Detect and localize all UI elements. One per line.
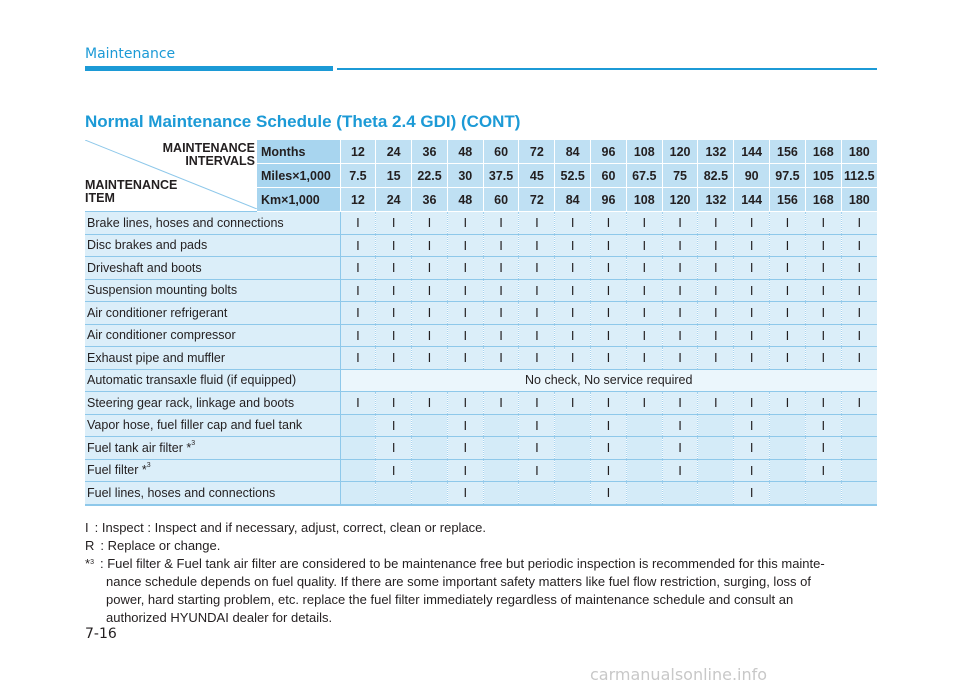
- schedule-cell: I: [447, 482, 483, 505]
- schedule-cell: [340, 414, 376, 437]
- schedule-cell: I: [412, 257, 448, 280]
- schedule-cell: I: [555, 392, 591, 415]
- schedule-cell: I: [734, 414, 770, 437]
- schedule-cell: I: [591, 324, 627, 347]
- schedule-cell: [841, 414, 877, 437]
- schedule-cell: [555, 414, 591, 437]
- table-row: [85, 414, 877, 437]
- schedule-cell: I: [555, 257, 591, 280]
- schedule-cell: I: [447, 257, 483, 280]
- schedule-cell: I: [555, 212, 591, 235]
- interval-value: 96: [591, 188, 627, 212]
- schedule-cell: [626, 437, 662, 460]
- interval-unit-label: Miles×1,000: [257, 164, 340, 188]
- schedule-cell: I: [591, 279, 627, 302]
- schedule-cell: I: [734, 392, 770, 415]
- table-row: [85, 347, 877, 370]
- schedule-cell: I: [340, 392, 376, 415]
- legend-note: [85, 555, 885, 573]
- table-row: [85, 212, 877, 235]
- page-number: 7-16: [85, 626, 117, 642]
- schedule-cell: I: [662, 324, 698, 347]
- interval-value: 84: [555, 140, 591, 164]
- table-row: [85, 302, 877, 325]
- table-row: [85, 482, 877, 505]
- schedule-cell: [555, 482, 591, 505]
- schedule-cell: I: [412, 234, 448, 257]
- interval-value: 108: [626, 140, 662, 164]
- schedule-cell: [662, 482, 698, 505]
- schedule-cell: I: [591, 414, 627, 437]
- schedule-cell: I: [734, 347, 770, 370]
- schedule-cell: I: [591, 437, 627, 460]
- schedule-cell: I: [483, 324, 519, 347]
- legend-key: R: [85, 538, 95, 553]
- schedule-cell: I: [340, 324, 376, 347]
- interval-value: 105: [805, 164, 841, 188]
- schedule-cell: [698, 482, 734, 505]
- schedule-cell: I: [841, 392, 877, 415]
- schedule-cell: [483, 414, 519, 437]
- schedule-cell: I: [412, 324, 448, 347]
- schedule-cell: I: [447, 324, 483, 347]
- schedule-cell: I: [734, 482, 770, 505]
- schedule-cell: I: [412, 212, 448, 235]
- interval-value: 82.5: [698, 164, 734, 188]
- schedule-cell: I: [805, 302, 841, 325]
- table-row: [85, 392, 877, 415]
- schedule-cell: I: [555, 234, 591, 257]
- schedule-cell: I: [805, 414, 841, 437]
- interval-value: 156: [770, 188, 806, 212]
- table-row: [85, 257, 877, 280]
- maintenance-item-label: Fuel tank air filter *$^3$: [85, 437, 340, 460]
- schedule-cell: I: [447, 212, 483, 235]
- schedule-cell: I: [591, 257, 627, 280]
- schedule-cell: I: [770, 302, 806, 325]
- schedule-cell: I: [770, 257, 806, 280]
- schedule-cell: [626, 414, 662, 437]
- schedule-cell: I: [447, 279, 483, 302]
- schedule-cell: I: [519, 347, 555, 370]
- interval-value: 12: [340, 188, 376, 212]
- schedule-cell: I: [805, 279, 841, 302]
- schedule-cell: I: [841, 347, 877, 370]
- schedule-cell: I: [626, 324, 662, 347]
- interval-value: 156: [770, 140, 806, 164]
- schedule-cell: [555, 437, 591, 460]
- legend-text: : Fuel filter & Fuel tank air filter are considered to be maintenance free but periodic inspection is recommended for this mainte-: [99, 556, 825, 571]
- schedule-cell: I: [698, 324, 734, 347]
- table-row: [85, 324, 877, 347]
- interval-value: 48: [447, 140, 483, 164]
- schedule-cell: I: [662, 414, 698, 437]
- schedule-cell: I: [662, 437, 698, 460]
- header-rule-thick: [85, 66, 333, 71]
- interval-value: 97.5: [770, 164, 806, 188]
- schedule-cell: I: [376, 324, 412, 347]
- schedule-cell: I: [519, 437, 555, 460]
- schedule-cell: I: [662, 234, 698, 257]
- interval-value: 132: [698, 140, 734, 164]
- schedule-cell: I: [591, 347, 627, 370]
- schedule-cell: I: [591, 482, 627, 505]
- interval-value: 48: [447, 188, 483, 212]
- interval-value: 60: [483, 188, 519, 212]
- schedule-cell: I: [483, 347, 519, 370]
- schedule-cell: I: [841, 324, 877, 347]
- interval-value: 36: [412, 188, 448, 212]
- table-row: [85, 234, 877, 257]
- schedule-cell: I: [698, 212, 734, 235]
- schedule-cell: I: [483, 279, 519, 302]
- schedule-cell: I: [376, 392, 412, 415]
- schedule-cell: I: [841, 257, 877, 280]
- interval-value: 72: [519, 140, 555, 164]
- schedule-cell: I: [805, 257, 841, 280]
- corner-item-label: MAINTENANCE ITEM: [85, 178, 178, 205]
- schedule-cell: I: [734, 212, 770, 235]
- interval-unit-label: Months: [257, 140, 340, 164]
- maintenance-item-label: Air conditioner refrigerant: [85, 302, 340, 325]
- schedule-cell: [805, 482, 841, 505]
- interval-value: 37.5: [483, 164, 519, 188]
- schedule-cell: I: [447, 437, 483, 460]
- schedule-cell: [698, 414, 734, 437]
- interval-value: 24: [376, 140, 412, 164]
- legend-note: [85, 519, 885, 537]
- corner-intervals-label: MAINTENANCE INTERVALS: [162, 141, 255, 168]
- maintenance-item-label: Steering gear rack, linkage and boots: [85, 392, 340, 415]
- schedule-cell: I: [412, 347, 448, 370]
- footnote-marker: 3: [191, 439, 196, 447]
- section-label: Maintenance: [85, 46, 176, 62]
- schedule-cell: I: [698, 392, 734, 415]
- schedule-cell: I: [340, 279, 376, 302]
- schedule-cell: I: [591, 459, 627, 482]
- schedule-cell: I: [340, 257, 376, 280]
- schedule-cell: [770, 482, 806, 505]
- schedule-cell: [376, 482, 412, 505]
- schedule-cell: [841, 437, 877, 460]
- legend-key: *: [85, 556, 91, 571]
- schedule-cell: [340, 459, 376, 482]
- maintenance-item-label: Air conditioner compressor: [85, 324, 340, 347]
- interval-value: 112.5: [841, 164, 877, 188]
- table-row: [85, 279, 877, 302]
- legend-text-continuation: authorized HYUNDAI dealer for details.: [106, 610, 333, 625]
- maintenance-schedule-table: [85, 140, 877, 506]
- maintenance-item-label: Automatic transaxle fluid (if equipped): [85, 369, 340, 392]
- interval-value: 144: [734, 188, 770, 212]
- schedule-cell: I: [591, 302, 627, 325]
- schedule-cell: I: [483, 392, 519, 415]
- schedule-cell: I: [376, 437, 412, 460]
- schedule-cell: I: [662, 347, 698, 370]
- schedule-cell: I: [734, 459, 770, 482]
- schedule-cell: I: [805, 324, 841, 347]
- interval-row: [85, 140, 877, 164]
- schedule-cell: [412, 437, 448, 460]
- schedule-cell: I: [519, 392, 555, 415]
- interval-value: 84: [555, 188, 591, 212]
- schedule-cell: I: [734, 324, 770, 347]
- schedule-cell: I: [340, 302, 376, 325]
- schedule-cell: I: [447, 302, 483, 325]
- schedule-cell: I: [841, 212, 877, 235]
- maintenance-item-label: Brake lines, hoses and connections: [85, 212, 340, 235]
- interval-value: 144: [734, 140, 770, 164]
- schedule-cell: I: [447, 234, 483, 257]
- interval-value: 22.5: [412, 164, 448, 188]
- legend-text: : Replace or change.: [100, 538, 221, 553]
- schedule-cell: I: [376, 212, 412, 235]
- schedule-cell: I: [805, 212, 841, 235]
- interval-value: 12: [340, 140, 376, 164]
- schedule-cell: [626, 459, 662, 482]
- interval-value: 75: [662, 164, 698, 188]
- interval-value: 120: [662, 140, 698, 164]
- schedule-cell: I: [591, 392, 627, 415]
- schedule-cell: I: [662, 392, 698, 415]
- schedule-cell: I: [555, 302, 591, 325]
- legend-note: [85, 537, 885, 555]
- schedule-cell: I: [376, 257, 412, 280]
- schedule-cell: I: [555, 347, 591, 370]
- schedule-cell: [626, 482, 662, 505]
- schedule-cell: I: [626, 212, 662, 235]
- maintenance-item-label: Vapor hose, fuel filler cap and fuel tank: [85, 414, 340, 437]
- maintenance-item-label: Disc brakes and pads: [85, 234, 340, 257]
- interval-value: 72: [519, 188, 555, 212]
- legend-text: : Inspect : Inspect and if necessary, adjust, correct, clean or replace.: [94, 520, 487, 535]
- schedule-cell: [519, 482, 555, 505]
- schedule-cell: I: [412, 392, 448, 415]
- schedule-cell: I: [734, 302, 770, 325]
- interval-value: 90: [734, 164, 770, 188]
- interval-value: 132: [698, 188, 734, 212]
- legend-text-continuation: nance schedule depends on fuel quality. If there are some important safety matters like fuel flow restriction, surging, loss of: [106, 574, 812, 589]
- interval-value: 30: [447, 164, 483, 188]
- schedule-cell: I: [841, 234, 877, 257]
- table-row: [85, 369, 877, 392]
- interval-value: 168: [805, 188, 841, 212]
- schedule-cell: I: [805, 459, 841, 482]
- interval-value: 120: [662, 188, 698, 212]
- schedule-cell: I: [555, 324, 591, 347]
- interval-unit-label: Km×1,000: [257, 188, 340, 212]
- schedule-cell: [770, 437, 806, 460]
- schedule-cell: I: [340, 212, 376, 235]
- schedule-cell: [412, 459, 448, 482]
- schedule-cell: [698, 437, 734, 460]
- schedule-cell: [770, 459, 806, 482]
- schedule-cell: [841, 459, 877, 482]
- schedule-cell: I: [555, 279, 591, 302]
- schedule-cell: I: [483, 257, 519, 280]
- schedule-cell: I: [841, 279, 877, 302]
- schedule-cell: I: [591, 234, 627, 257]
- schedule-cell: I: [519, 257, 555, 280]
- schedule-cell: I: [376, 347, 412, 370]
- schedule-cell: [483, 459, 519, 482]
- schedule-cell: I: [626, 347, 662, 370]
- schedule-cell: I: [340, 234, 376, 257]
- interval-value: 24: [376, 188, 412, 212]
- interval-value: 15: [376, 164, 412, 188]
- interval-value: 60: [483, 140, 519, 164]
- interval-value: 180: [841, 140, 877, 164]
- schedule-cell: I: [519, 279, 555, 302]
- schedule-cell: I: [626, 392, 662, 415]
- schedule-cell: I: [483, 302, 519, 325]
- maintenance-item-label: Fuel lines, hoses and connections: [85, 482, 340, 505]
- schedule-cell: I: [734, 257, 770, 280]
- schedule-cell: [412, 482, 448, 505]
- schedule-cell: I: [591, 212, 627, 235]
- schedule-cell: [483, 437, 519, 460]
- schedule-cell: I: [770, 234, 806, 257]
- schedule-cell: [698, 459, 734, 482]
- maintenance-item-label: Fuel filter *$^3$: [85, 459, 340, 482]
- schedule-cell: I: [698, 347, 734, 370]
- schedule-cell: I: [483, 234, 519, 257]
- schedule-cell: I: [770, 324, 806, 347]
- schedule-cell: I: [376, 279, 412, 302]
- schedule-cell: I: [519, 234, 555, 257]
- schedule-cell: [340, 482, 376, 505]
- table-row: [85, 459, 877, 482]
- schedule-cell: I: [626, 302, 662, 325]
- schedule-cell: I: [519, 324, 555, 347]
- interval-value: 7.5: [340, 164, 376, 188]
- page-title: Normal Maintenance Schedule (Theta 2.4 GDI) (CONT): [85, 112, 521, 131]
- schedule-cell: I: [662, 459, 698, 482]
- schedule-cell: I: [734, 234, 770, 257]
- interval-value: 96: [591, 140, 627, 164]
- footnote-marker: 3: [146, 462, 151, 470]
- spanning-note-cell: No check, No service required: [340, 369, 877, 392]
- schedule-cell: I: [376, 414, 412, 437]
- schedule-cell: I: [805, 437, 841, 460]
- schedule-cell: I: [340, 347, 376, 370]
- schedule-cell: I: [626, 234, 662, 257]
- table-row: [85, 437, 877, 460]
- interval-value: 52.5: [555, 164, 591, 188]
- schedule-cell: [555, 459, 591, 482]
- legend-text-continuation: power, hard starting problem, etc. replace the fuel filter immediately regardless of maintenance schedule and consult an: [106, 592, 794, 607]
- schedule-cell: I: [698, 257, 734, 280]
- schedule-cell: I: [447, 459, 483, 482]
- schedule-cell: I: [376, 302, 412, 325]
- schedule-cell: [340, 437, 376, 460]
- schedule-cell: I: [805, 392, 841, 415]
- schedule-cell: I: [483, 212, 519, 235]
- header-corner-cell: [85, 140, 257, 212]
- schedule-cell: I: [698, 302, 734, 325]
- legend-notes: [85, 519, 885, 627]
- schedule-cell: I: [447, 392, 483, 415]
- schedule-cell: I: [412, 279, 448, 302]
- schedule-cell: I: [519, 414, 555, 437]
- schedule-cell: I: [447, 414, 483, 437]
- legend-key: I: [85, 520, 89, 535]
- header-rule-thin: [337, 68, 877, 70]
- schedule-cell: I: [662, 212, 698, 235]
- schedule-cell: I: [734, 279, 770, 302]
- watermark: carmanualsonline.info: [590, 665, 768, 684]
- schedule-cell: I: [770, 279, 806, 302]
- maintenance-item-label: Exhaust pipe and muffler: [85, 347, 340, 370]
- maintenance-item-label: Driveshaft and boots: [85, 257, 340, 280]
- schedule-cell: I: [698, 234, 734, 257]
- schedule-cell: I: [662, 257, 698, 280]
- schedule-cell: I: [626, 279, 662, 302]
- schedule-cell: [412, 414, 448, 437]
- schedule-cell: I: [376, 459, 412, 482]
- schedule-cell: I: [770, 212, 806, 235]
- interval-value: 45: [519, 164, 555, 188]
- schedule-cell: [770, 414, 806, 437]
- interval-value: 180: [841, 188, 877, 212]
- schedule-cell: I: [841, 302, 877, 325]
- interval-value: 60: [591, 164, 627, 188]
- schedule-cell: I: [734, 437, 770, 460]
- schedule-cell: I: [698, 279, 734, 302]
- schedule-cell: I: [412, 302, 448, 325]
- schedule-cell: I: [626, 257, 662, 280]
- schedule-cell: [483, 482, 519, 505]
- schedule-cell: I: [662, 302, 698, 325]
- interval-value: 67.5: [626, 164, 662, 188]
- schedule-cell: I: [519, 302, 555, 325]
- schedule-cell: I: [519, 459, 555, 482]
- schedule-cell: I: [519, 212, 555, 235]
- footnote-marker: 3: [90, 559, 94, 566]
- maintenance-item-label: Suspension mounting bolts: [85, 279, 340, 302]
- schedule-cell: I: [662, 279, 698, 302]
- schedule-cell: I: [770, 347, 806, 370]
- interval-value: 36: [412, 140, 448, 164]
- schedule-cell: I: [447, 347, 483, 370]
- interval-value: 108: [626, 188, 662, 212]
- interval-value: 168: [805, 140, 841, 164]
- schedule-cell: I: [805, 234, 841, 257]
- schedule-cell: I: [770, 392, 806, 415]
- schedule-cell: [841, 482, 877, 505]
- schedule-cell: I: [376, 234, 412, 257]
- schedule-cell: I: [805, 347, 841, 370]
